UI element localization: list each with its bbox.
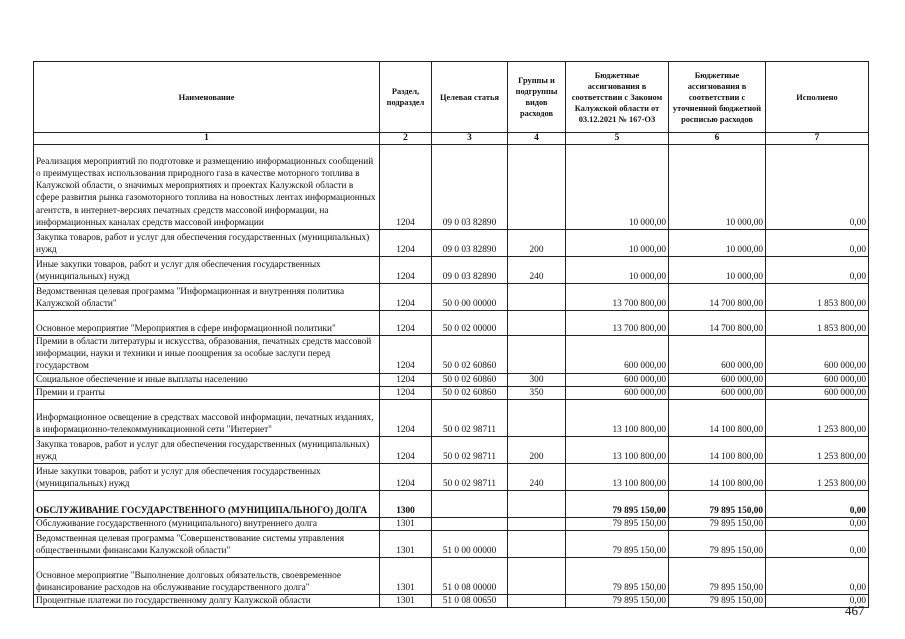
cell-law: 79 895 150,00 xyxy=(566,491,669,518)
cell-name: Ведомственная целевая программа "Информационная и внутренняя политика Калужской области" xyxy=(34,284,380,311)
cell-law: 13 100 800,00 xyxy=(566,400,669,437)
cell-roster: 14 700 800,00 xyxy=(669,284,766,311)
cell-group xyxy=(508,491,566,518)
cell-section: 1301 xyxy=(380,531,432,558)
cell-section: 1204 xyxy=(380,400,432,437)
cell-name: Иные закупки товаров, работ и услуг для обеспечения государственных (муниципальных) нужд xyxy=(34,464,380,491)
cell-target: 09 0 03 82890 xyxy=(432,257,508,284)
cell-law: 10 000,00 xyxy=(566,230,669,257)
table-row xyxy=(34,531,869,558)
header-expense-group: Группы и подгруппы видов расходов xyxy=(508,62,566,133)
column-number: 6 xyxy=(669,133,766,145)
table-row xyxy=(34,284,869,311)
cell-roster: 14 100 800,00 xyxy=(669,400,766,437)
cell-target: 50 0 02 00000 xyxy=(432,311,508,336)
header-row xyxy=(34,62,869,133)
cell-group: 200 xyxy=(508,230,566,257)
cell-executed: 0,00 xyxy=(766,230,869,257)
table-row xyxy=(34,386,869,399)
cell-roster: 79 895 150,00 xyxy=(669,491,766,518)
cell-section: 1204 xyxy=(380,257,432,284)
cell-law: 600 000,00 xyxy=(566,373,669,386)
cell-executed: 1 253 800,00 xyxy=(766,464,869,491)
table-row xyxy=(34,491,869,518)
cell-law: 600 000,00 xyxy=(566,386,669,399)
cell-name: Информационное освещение в средствах массовой информации, печатных изданиях, в информационно-телекоммуникационной сети "Интернет" xyxy=(34,400,380,437)
cell-section: 1204 xyxy=(380,373,432,386)
cell-group: 240 xyxy=(508,257,566,284)
table-row xyxy=(34,558,869,595)
cell-target: 50 0 02 60860 xyxy=(432,373,508,386)
cell-section: 1300 xyxy=(380,491,432,518)
cell-section: 1301 xyxy=(380,558,432,595)
cell-law: 79 895 150,00 xyxy=(566,558,669,595)
cell-name: Премии в области литературы и искусства, образования, печатных средств массовой информации, науки и техники и иные поощрения за особые заслуги перед государством xyxy=(34,336,380,374)
cell-name: ОБСЛУЖИВАНИЕ ГОСУДАРСТВЕННОГО (МУНИЦИПАЛЬНОГО) ДОЛГА xyxy=(34,491,380,518)
cell-target: 50 0 02 98711 xyxy=(432,400,508,437)
table-row xyxy=(34,518,869,531)
cell-roster: 79 895 150,00 xyxy=(669,531,766,558)
cell-name: Обслуживание государственного (муниципального) внутреннего долга xyxy=(34,518,380,531)
cell-roster: 10 000,00 xyxy=(669,257,766,284)
cell-name: Основное мероприятие "Мероприятия в сфере информационной политики" xyxy=(34,311,380,336)
column-number-row xyxy=(34,133,869,145)
cell-law: 600 000,00 xyxy=(566,336,669,374)
cell-section: 1301 xyxy=(380,518,432,531)
cell-executed: 0,00 xyxy=(766,491,869,518)
cell-law: 79 895 150,00 xyxy=(566,531,669,558)
cell-section: 1204 xyxy=(380,311,432,336)
table-row xyxy=(34,400,869,437)
cell-roster: 10 000,00 xyxy=(669,145,766,230)
cell-law: 13 700 800,00 xyxy=(566,284,669,311)
cell-target: 50 0 02 60860 xyxy=(432,386,508,399)
table-row xyxy=(34,595,869,608)
cell-roster: 14 100 800,00 xyxy=(669,464,766,491)
header-section: Раздел, подраздел xyxy=(380,62,432,133)
column-number: 3 xyxy=(432,133,508,145)
cell-name: Закупка товаров, работ и услуг для обеспечения государственных (муниципальных) нужд xyxy=(34,437,380,464)
cell-executed: 600 000,00 xyxy=(766,386,869,399)
cell-name: Основное мероприятие "Выполнение долговых обязательств, своевременное финансирование расходов на обслуживание государственного долга" xyxy=(34,558,380,595)
cell-section: 1204 xyxy=(380,145,432,230)
cell-section: 1204 xyxy=(380,386,432,399)
cell-section: 1204 xyxy=(380,464,432,491)
cell-law: 10 000,00 xyxy=(566,257,669,284)
cell-roster: 79 895 150,00 xyxy=(669,518,766,531)
cell-target: 09 0 03 82890 xyxy=(432,230,508,257)
column-number: 5 xyxy=(566,133,669,145)
cell-roster: 14 700 800,00 xyxy=(669,311,766,336)
cell-executed: 1 853 800,00 xyxy=(766,284,869,311)
column-number: 4 xyxy=(508,133,566,145)
cell-group xyxy=(508,284,566,311)
cell-name: Процентные платежи по государственному долгу Калужской области xyxy=(34,595,380,608)
cell-executed: 600 000,00 xyxy=(766,373,869,386)
cell-target: 51 0 00 00000 xyxy=(432,531,508,558)
header-target-article: Целевая статья xyxy=(432,62,508,133)
cell-group: 300 xyxy=(508,373,566,386)
cell-group xyxy=(508,595,566,608)
cell-executed: 1 853 800,00 xyxy=(766,311,869,336)
cell-target: 51 0 08 00650 xyxy=(432,595,508,608)
header-executed: Исполнено xyxy=(766,62,869,133)
header-name: Наименование xyxy=(34,62,380,133)
cell-law: 79 895 150,00 xyxy=(566,595,669,608)
table-body xyxy=(34,145,869,608)
cell-section: 1301 xyxy=(380,595,432,608)
cell-roster: 600 000,00 xyxy=(669,386,766,399)
cell-section: 1204 xyxy=(380,284,432,311)
cell-executed: 0,00 xyxy=(766,531,869,558)
cell-roster: 79 895 150,00 xyxy=(669,595,766,608)
table-row xyxy=(34,437,869,464)
cell-group xyxy=(508,518,566,531)
cell-roster: 14 100 800,00 xyxy=(669,437,766,464)
table-row xyxy=(34,464,869,491)
cell-law: 13 700 800,00 xyxy=(566,311,669,336)
cell-executed: 0,00 xyxy=(766,558,869,595)
cell-law: 13 100 800,00 xyxy=(566,437,669,464)
cell-roster: 600 000,00 xyxy=(669,336,766,374)
cell-target xyxy=(432,518,508,531)
table-row xyxy=(34,230,869,257)
cell-roster: 10 000,00 xyxy=(669,230,766,257)
cell-group: 350 xyxy=(508,386,566,399)
cell-group xyxy=(508,311,566,336)
cell-roster: 600 000,00 xyxy=(669,373,766,386)
cell-executed: 1 253 800,00 xyxy=(766,437,869,464)
table-row xyxy=(34,145,869,230)
cell-section: 1204 xyxy=(380,437,432,464)
cell-target: 50 0 02 60860 xyxy=(432,336,508,374)
table-row xyxy=(34,373,869,386)
cell-executed: 0,00 xyxy=(766,518,869,531)
table-row xyxy=(34,336,869,374)
cell-target: 09 0 03 82890 xyxy=(432,145,508,230)
cell-name: Социальное обеспечение и иные выплаты населению xyxy=(34,373,380,386)
cell-target: 50 0 00 00000 xyxy=(432,284,508,311)
cell-target: 50 0 02 98711 xyxy=(432,464,508,491)
cell-group xyxy=(508,400,566,437)
column-number: 2 xyxy=(380,133,432,145)
cell-executed: 0,00 xyxy=(766,257,869,284)
table-row xyxy=(34,311,869,336)
header-roster-appropriation: Бюджетные ассигнования в соответствии с уточненной бюджетной росписью расходов xyxy=(669,62,766,133)
cell-group xyxy=(508,531,566,558)
cell-group xyxy=(508,558,566,595)
page-number: 467 xyxy=(845,603,865,618)
cell-executed: 0,00 xyxy=(766,145,869,230)
cell-group: 200 xyxy=(508,437,566,464)
cell-group: 240 xyxy=(508,464,566,491)
cell-name: Иные закупки товаров, работ и услуг для обеспечения государственных (муниципальных) нужд xyxy=(34,257,380,284)
column-number: 1 xyxy=(34,133,380,145)
cell-group xyxy=(508,145,566,230)
cell-section: 1204 xyxy=(380,336,432,374)
column-number: 7 xyxy=(766,133,869,145)
cell-law: 10 000,00 xyxy=(566,145,669,230)
cell-target: 51 0 08 00000 xyxy=(432,558,508,595)
cell-name: Ведомственная целевая программа "Совершенствование системы управления общественными финансами Калужской области" xyxy=(34,531,380,558)
cell-section: 1204 xyxy=(380,230,432,257)
cell-law: 13 100 800,00 xyxy=(566,464,669,491)
budget-table xyxy=(33,61,869,608)
table-row xyxy=(34,257,869,284)
header-law-appropriation: Бюджетные ассигнования в соответствии с Законом Калужской области от 03.12.2021 № 167-ОЗ xyxy=(566,62,669,133)
cell-group xyxy=(508,336,566,374)
cell-name: Премии и гранты xyxy=(34,386,380,399)
cell-target xyxy=(432,491,508,518)
cell-name: Закупка товаров, работ и услуг для обеспечения государственных (муниципальных) нужд xyxy=(34,230,380,257)
cell-executed: 1 253 800,00 xyxy=(766,400,869,437)
cell-executed: 600 000,00 xyxy=(766,336,869,374)
cell-law: 79 895 150,00 xyxy=(566,518,669,531)
cell-name: Реализация мероприятий по подготовке и размещению информационных сообщений о преимуществах использования природного газа в качестве моторного топлива в Калужской области, о значимых мероприятиях и проектах Калужской области в сфере развития рынка газомоторного топлива на новостных лентах информационных агентств, в интернет-версиях печатных средств массовой информации, на информационных каналах средств массовой информации xyxy=(34,145,380,230)
cell-executed: 0,00 xyxy=(766,595,869,608)
cell-roster: 79 895 150,00 xyxy=(669,558,766,595)
cell-target: 50 0 02 98711 xyxy=(432,437,508,464)
